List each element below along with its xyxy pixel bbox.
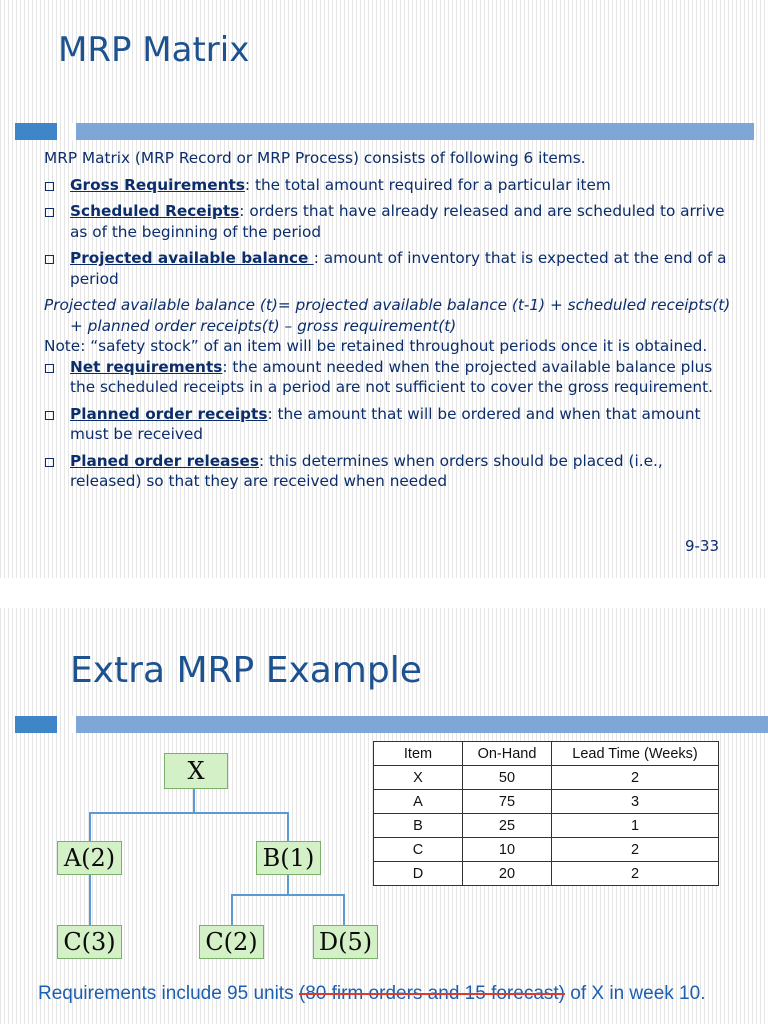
cell-lead-time: 3 (552, 790, 719, 814)
term-separator: : (239, 202, 245, 220)
tree-node-x: X (164, 753, 228, 789)
tree-connector (287, 812, 289, 841)
term-label: Planned order receipts (70, 404, 268, 423)
bullet-planned-order-releases (44, 451, 734, 492)
bullet-net-requirements (44, 357, 734, 398)
requirement-text-end: of X in week 10. (565, 983, 706, 1004)
requirement-text-start: Requirements include 95 units (38, 983, 299, 1004)
term-description: amount of inventory that is expected at the end of a period (70, 249, 727, 288)
term-description: this determines when orders should be placed (i.e., released) so that they are received when needed (70, 451, 663, 490)
slide-content (44, 148, 734, 498)
table-row (374, 790, 719, 814)
cell-on-hand: 75 (463, 790, 552, 814)
tree-node-b: B(1) (256, 841, 321, 875)
cell-item: D (374, 862, 463, 886)
page-number: 9-33 (684, 537, 719, 555)
tree-connector (193, 787, 195, 813)
bullet-projected-available-balance (44, 248, 734, 289)
bullet-box-icon (45, 182, 54, 191)
term-description: orders that have already released and are scheduled to arrive as of the beginning of the period (70, 202, 725, 241)
term-separator: : (267, 404, 273, 423)
term-label: Projected available balance (70, 249, 314, 267)
cell-on-hand: 50 (463, 766, 552, 790)
tree-connector (343, 894, 345, 925)
bullet-box-icon (45, 208, 54, 217)
title-divider-bar (15, 123, 754, 140)
tree-connector (89, 873, 91, 925)
tree-node-a: A(2) (57, 841, 122, 875)
bullet-box-icon (45, 458, 54, 467)
cell-lead-time: 1 (552, 814, 719, 838)
cell-lead-time: 2 (552, 862, 719, 886)
cell-lead-time: 2 (552, 838, 719, 862)
term-label: Gross Requirements (70, 175, 245, 194)
tree-node-c-under-a: C(3) (57, 925, 122, 959)
table-row (374, 814, 719, 838)
cell-on-hand: 10 (463, 838, 552, 862)
intro-text: MRP Matrix (MRP Record or MRP Process) consists of following 6 items. (44, 149, 586, 167)
tree-connector (89, 812, 289, 814)
tree-node-c-under-b: C(2) (199, 925, 264, 959)
tree-node-d: D(5) (313, 925, 378, 959)
safety-stock-note: Note: “safety stock” of an item will be retained throughout periods once it is obtained. (44, 337, 708, 355)
column-header-on-hand: On-Hand (463, 742, 552, 766)
cell-on-hand: 25 (463, 814, 552, 838)
bullet-gross-requirements (44, 175, 734, 196)
slide-title: MRP Matrix (58, 30, 250, 70)
balance-formula: Projected available balance (t)= projected available balance (t-1) + scheduled receipts(t) + planned order receipts(t) – gross requirement(t) (44, 296, 731, 335)
table-header-row (374, 742, 719, 766)
term-label: Net requirements (70, 357, 223, 376)
bullet-box-icon (45, 255, 54, 264)
inventory-table (373, 741, 719, 886)
cell-on-hand: 20 (463, 862, 552, 886)
tree-connector (89, 812, 91, 841)
term-separator: : (259, 451, 265, 470)
column-header-lead-time: Lead Time (Weeks) (552, 742, 719, 766)
term-description: the total amount required for a particular item (250, 175, 611, 194)
slide-title: Extra MRP Example (70, 650, 422, 691)
requirement-statement (38, 983, 718, 1005)
bullet-planned-order-receipts (44, 404, 734, 445)
tree-connector (231, 894, 233, 925)
term-description: the amount that will be ordered and when that amount must be received (70, 404, 701, 443)
bullet-box-icon (45, 411, 54, 420)
cell-item: X (374, 766, 463, 790)
term-separator: : (244, 175, 251, 194)
term-label: Scheduled Receipts (70, 202, 240, 220)
term-description: the amount needed when the projected available balance plus the scheduled receipts in a period are not sufficient to cover the gross requirement. (70, 357, 713, 396)
title-divider-bar (15, 716, 768, 733)
tree-connector (287, 873, 289, 895)
column-header-item: Item (374, 742, 463, 766)
bullet-box-icon (45, 364, 54, 373)
term-separator: : (222, 357, 228, 376)
term-label: Planed order releases (70, 451, 260, 470)
term-separator: : (313, 249, 319, 267)
cell-item: B (374, 814, 463, 838)
cell-item: C (374, 838, 463, 862)
requirement-struck-text: (80 firm orders and 15 forecast) (298, 983, 565, 1004)
bullet-scheduled-receipts (44, 201, 734, 242)
table-row (374, 766, 719, 790)
table-row (374, 838, 719, 862)
cell-item: A (374, 790, 463, 814)
tree-connector (231, 894, 345, 896)
cell-lead-time: 2 (552, 766, 719, 790)
table-row (374, 862, 719, 886)
